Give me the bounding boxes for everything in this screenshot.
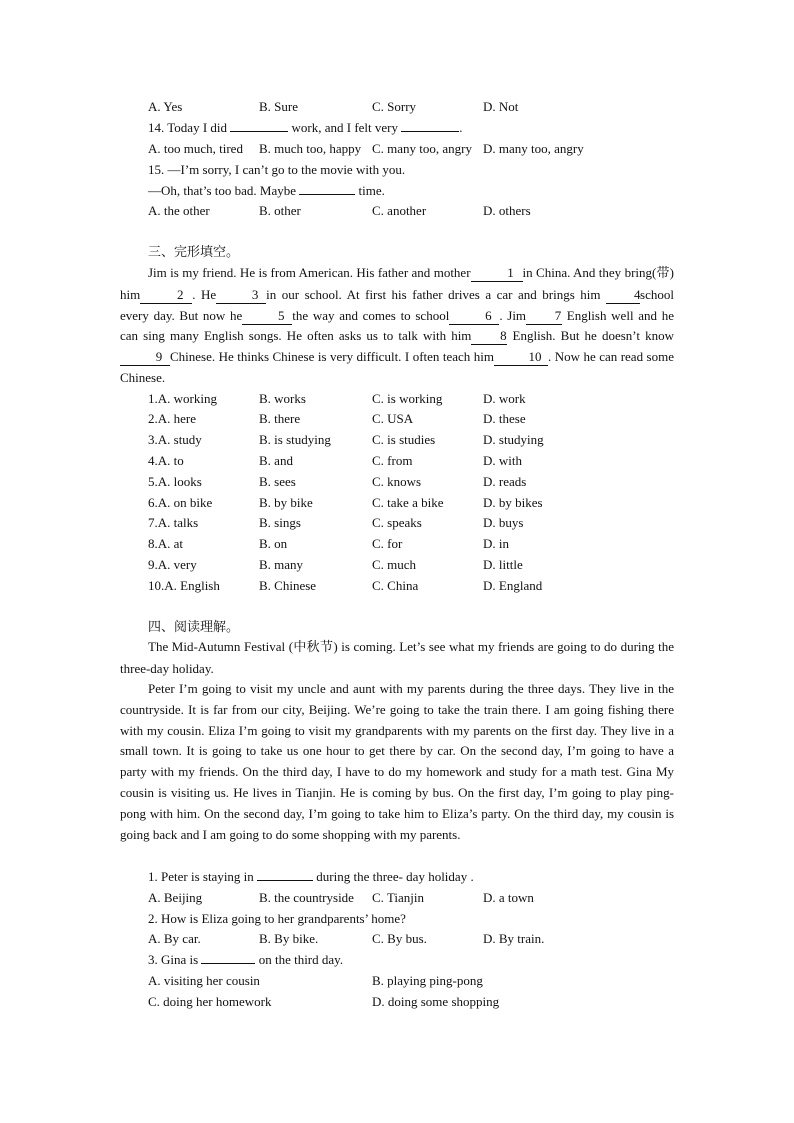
answer-blank xyxy=(230,131,288,132)
option-b: B. sees xyxy=(259,474,296,489)
option-c: C. China xyxy=(372,578,419,593)
answer-blank xyxy=(299,194,355,195)
option-b: B. there xyxy=(259,411,301,426)
q14-option-a: A. too much, tired xyxy=(148,141,243,156)
cloze-blank-8: 8 xyxy=(471,328,507,345)
option-b: B. is studying xyxy=(259,432,331,447)
option-b: B. By bike. xyxy=(259,931,319,946)
option-a: 2.A. here xyxy=(148,411,197,426)
option-a: A. Beijing xyxy=(148,890,203,905)
q13-option-c: C. Sorry xyxy=(372,99,417,114)
option-c: C. is studies xyxy=(372,432,436,447)
option-d: D. by bikes xyxy=(483,495,543,510)
option-b: B. sings xyxy=(259,515,301,530)
option-a: 8.A. at xyxy=(148,536,184,551)
option-d: D. By train. xyxy=(483,931,545,946)
option-c: C. much xyxy=(372,557,417,572)
option-a: 9.A. very xyxy=(148,557,197,572)
option-d: D. reads xyxy=(483,474,527,489)
cloze-blank-6: 6 xyxy=(449,308,499,325)
q14-option-d: D. many too, angry xyxy=(483,141,584,156)
cloze-blank-10: 10 xyxy=(494,349,548,366)
answer-blank xyxy=(201,963,255,964)
cloze-blank-9: 9 xyxy=(120,349,170,366)
option-b: B. playing ping-pong xyxy=(372,973,483,988)
cloze-blank-5: 5 xyxy=(242,308,292,325)
option-b: B. and xyxy=(259,453,293,468)
cloze-blank-7: 7 xyxy=(526,308,562,325)
cloze-blank-1: 1 xyxy=(471,265,523,282)
option-a: 10.A. English xyxy=(148,578,220,593)
option-c: C. for xyxy=(372,536,403,551)
option-d: D. England xyxy=(483,578,543,593)
option-b: B. the countryside xyxy=(259,890,354,905)
option-a: 3.A. study xyxy=(148,432,202,447)
q14-option-c: C. many too, angry xyxy=(372,141,473,156)
option-d: D. in xyxy=(483,536,509,551)
option-a: 4.A. to xyxy=(148,453,184,468)
cloze-passage: Jim is my friend. He is from American. His father and mother 1 in China. And they bring(带) him 2 . He 3 in our school. At first his father drives a car and brings him 4school every day. But now he 5 the way and comes to school 6 . Jim 7 English well and he can sing many English songs. He often asks us to talk with him 8 English. But he doesn’t know9 Chinese. He thinks Chinese is very difficult. I often teach him 10 . Now he can read some Chinese. xyxy=(120,265,674,385)
section4-heading: 四、阅读理解。 xyxy=(148,620,240,635)
option-d: D. little xyxy=(483,557,523,572)
q14-option-b: B. much too, happy xyxy=(259,141,362,156)
reading-passage: Peter I’m going to visit my uncle and aunt with my parents during the three days. They live in the countryside. It is far from our city, Beijing. We’re going to take the train there. I am going fishing there with my cousin. Eliza I’m going to visit my grandparents with my parents on the first day. They live in a small town. It is going to take us one hour to get there by car. On the second day, I’m going to have a party with my friends. On the third day, I have to do my homework and study for a math test. Gina My cousin is visiting us. He lives in Tianjin. He is coming by bus. On the first day, I’m going to play ping-pong with him. On the second day, I’m going to take him to Eliza’s party. On the third day, my cousin is going back and I am going to do some shopping with my parents. xyxy=(120,681,674,842)
option-b: B. by bike xyxy=(259,495,313,510)
section3-heading: 三、完形填空。 xyxy=(148,245,240,260)
option-d: D. studying xyxy=(483,432,544,447)
option-c: C. from xyxy=(372,453,413,468)
answer-blank xyxy=(257,880,313,881)
option-c: C. USA xyxy=(372,411,414,426)
option-d: D. a town xyxy=(483,890,534,905)
option-a: A. By car. xyxy=(148,931,201,946)
reading-q1-stem: 1. Peter is staying in during the three- day holiday . xyxy=(148,869,474,884)
option-a: 7.A. talks xyxy=(148,515,199,530)
q15-option-b: B. other xyxy=(259,203,301,218)
option-c: C. knows xyxy=(372,474,422,489)
q13-option-a: A. Yes xyxy=(148,99,183,114)
option-c: C. speaks xyxy=(372,515,422,530)
option-c: C. is working xyxy=(372,391,443,406)
option-d: D. buys xyxy=(483,515,524,530)
option-c: C. By bus. xyxy=(372,931,427,946)
option-a: 1.A. working xyxy=(148,391,217,406)
answer-blank xyxy=(401,131,459,132)
option-d: D. work xyxy=(483,391,526,406)
reading-intro: The Mid-Autumn Festival (中秋节) is coming. Let’s see what my friends are going to do during the three-day holiday. xyxy=(120,639,674,676)
cloze-blank-2: 2 xyxy=(140,287,192,304)
q15-line2: —Oh, that’s too bad. Maybe time. xyxy=(148,183,385,198)
reading-q3-stem: 3. Gina is on the third day. xyxy=(148,952,344,967)
q15-line1: 15. —I’m sorry, I can’t go to the movie with you. xyxy=(148,162,406,177)
option-c: C. Tianjin xyxy=(372,890,425,905)
option-b: B. on xyxy=(259,536,288,551)
option-d: D. with xyxy=(483,453,522,468)
option-c: C. take a bike xyxy=(372,495,444,510)
q15-option-c: C. another xyxy=(372,203,427,218)
option-b: B. Chinese xyxy=(259,578,317,593)
option-d: D. these xyxy=(483,411,526,426)
q15-option-a: A. the other xyxy=(148,203,210,218)
option-a: 6.A. on bike xyxy=(148,495,213,510)
q15-option-d: D. others xyxy=(483,203,531,218)
reading-q2-stem: 2. How is Eliza going to her grandparents’ home? xyxy=(148,911,406,926)
cloze-blank-3: 3 xyxy=(216,287,266,304)
option-a: A. visiting her cousin xyxy=(148,973,260,988)
option-b: B. works xyxy=(259,391,306,406)
option-b: B. many xyxy=(259,557,304,572)
option-a: 5.A. looks xyxy=(148,474,202,489)
q13-option-d: D. Not xyxy=(483,99,519,114)
cloze-blank-4: 4 xyxy=(606,287,640,304)
option-d: D. doing some shopping xyxy=(372,994,500,1009)
option-c: C. doing her homework xyxy=(148,994,272,1009)
q13-option-b: B. Sure xyxy=(259,99,298,114)
q14-stem: 14. Today I did work, and I felt very . xyxy=(148,120,463,135)
